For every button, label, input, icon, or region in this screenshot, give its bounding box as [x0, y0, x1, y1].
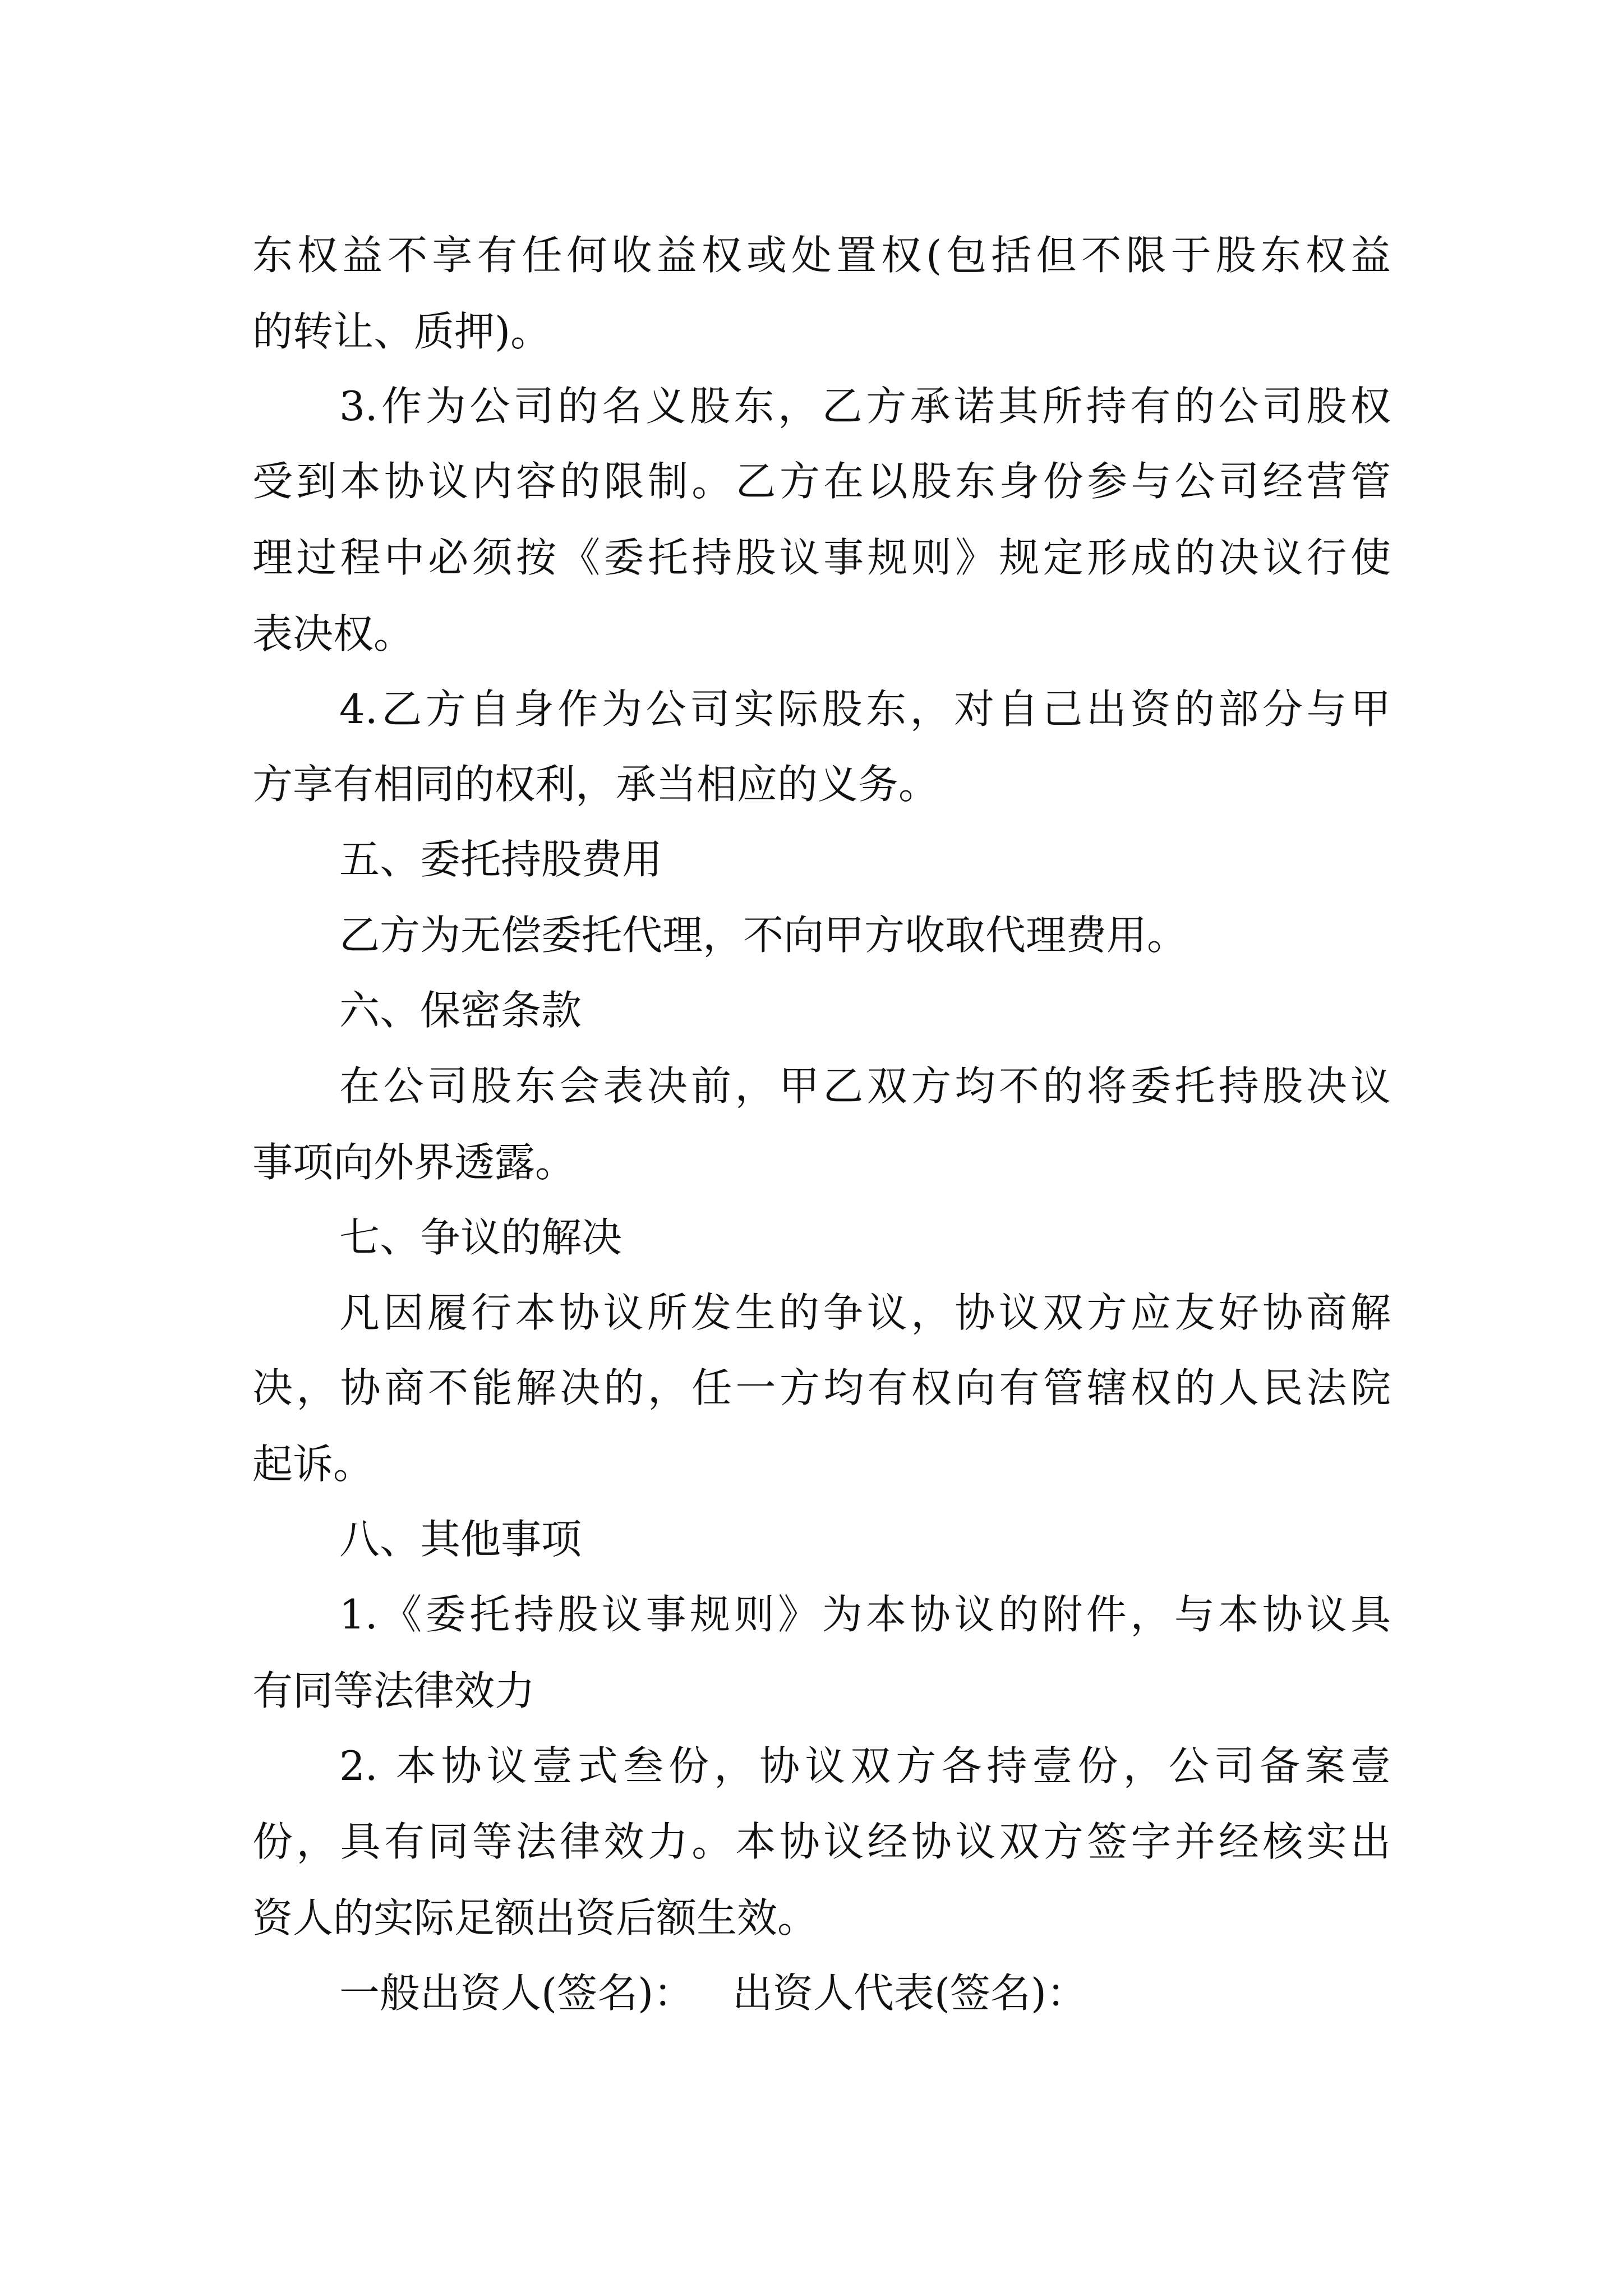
- clause-2-line: 2. 本协议壹式叁份，协议双方各持壹份，公司备案壹: [339, 1742, 1391, 1789]
- body-text-line: 事项向外界透露。: [252, 1139, 576, 1186]
- body-text-line: 决，协商不能解决的，任一方均有权向有管辖权的人民法院: [252, 1364, 1391, 1411]
- body-text-line: 的转让、质押)。: [252, 308, 551, 355]
- clause-1-line: 1.《委托持股议事规则》为本协议的附件，与本协议具: [339, 1591, 1391, 1638]
- body-text-line: 受到本协议内容的限制。乙方在以股东身份参与公司经营管: [252, 458, 1391, 505]
- section-heading-5: 五、委托持股费用: [339, 836, 663, 883]
- body-text-line: 理过程中必须按《委托持股议事规则》规定形成的决议行使: [252, 534, 1391, 581]
- section-heading-7: 七、争议的解决: [339, 1214, 623, 1261]
- clause-3-line: 3.作为公司的名义股东，乙方承诺其所持有的公司股权: [339, 383, 1391, 430]
- body-text-line: 份，具有同等法律效力。本协议经协议双方签字并经核实出: [252, 1818, 1391, 1865]
- body-text-line: 乙方为无偿委托代理，不向甲方收取代理费用。: [339, 912, 1188, 959]
- section-heading-8: 八、其他事项: [339, 1516, 582, 1563]
- body-text-line: 资人的实际足额出资后额生效。: [252, 1894, 818, 1941]
- signature-line: 一般出资人(签名)： 出资人代表(签名)：: [339, 1970, 1087, 2017]
- body-text-line: 在公司股东会表决前，甲乙双方均不的将委托持股决议: [339, 1062, 1391, 1110]
- body-text-line: 凡因履行本协议所发生的争议，协议双方应友好协商解: [339, 1289, 1391, 1336]
- body-text-line: 东权益不享有任何收益权或处置权(包括但不限于股东权益: [252, 232, 1391, 279]
- section-heading-6: 六、保密条款: [339, 987, 582, 1034]
- clause-4-line: 4.乙方自身作为公司实际股东，对自己出资的部分与甲: [339, 685, 1391, 733]
- body-text-line: 方享有相同的权利，承当相应的义务。: [252, 761, 939, 808]
- body-text-line: 起诉。: [252, 1441, 374, 1488]
- body-text-line: 表决权。: [252, 610, 414, 657]
- body-text-line: 有同等法律效力: [252, 1667, 536, 1714]
